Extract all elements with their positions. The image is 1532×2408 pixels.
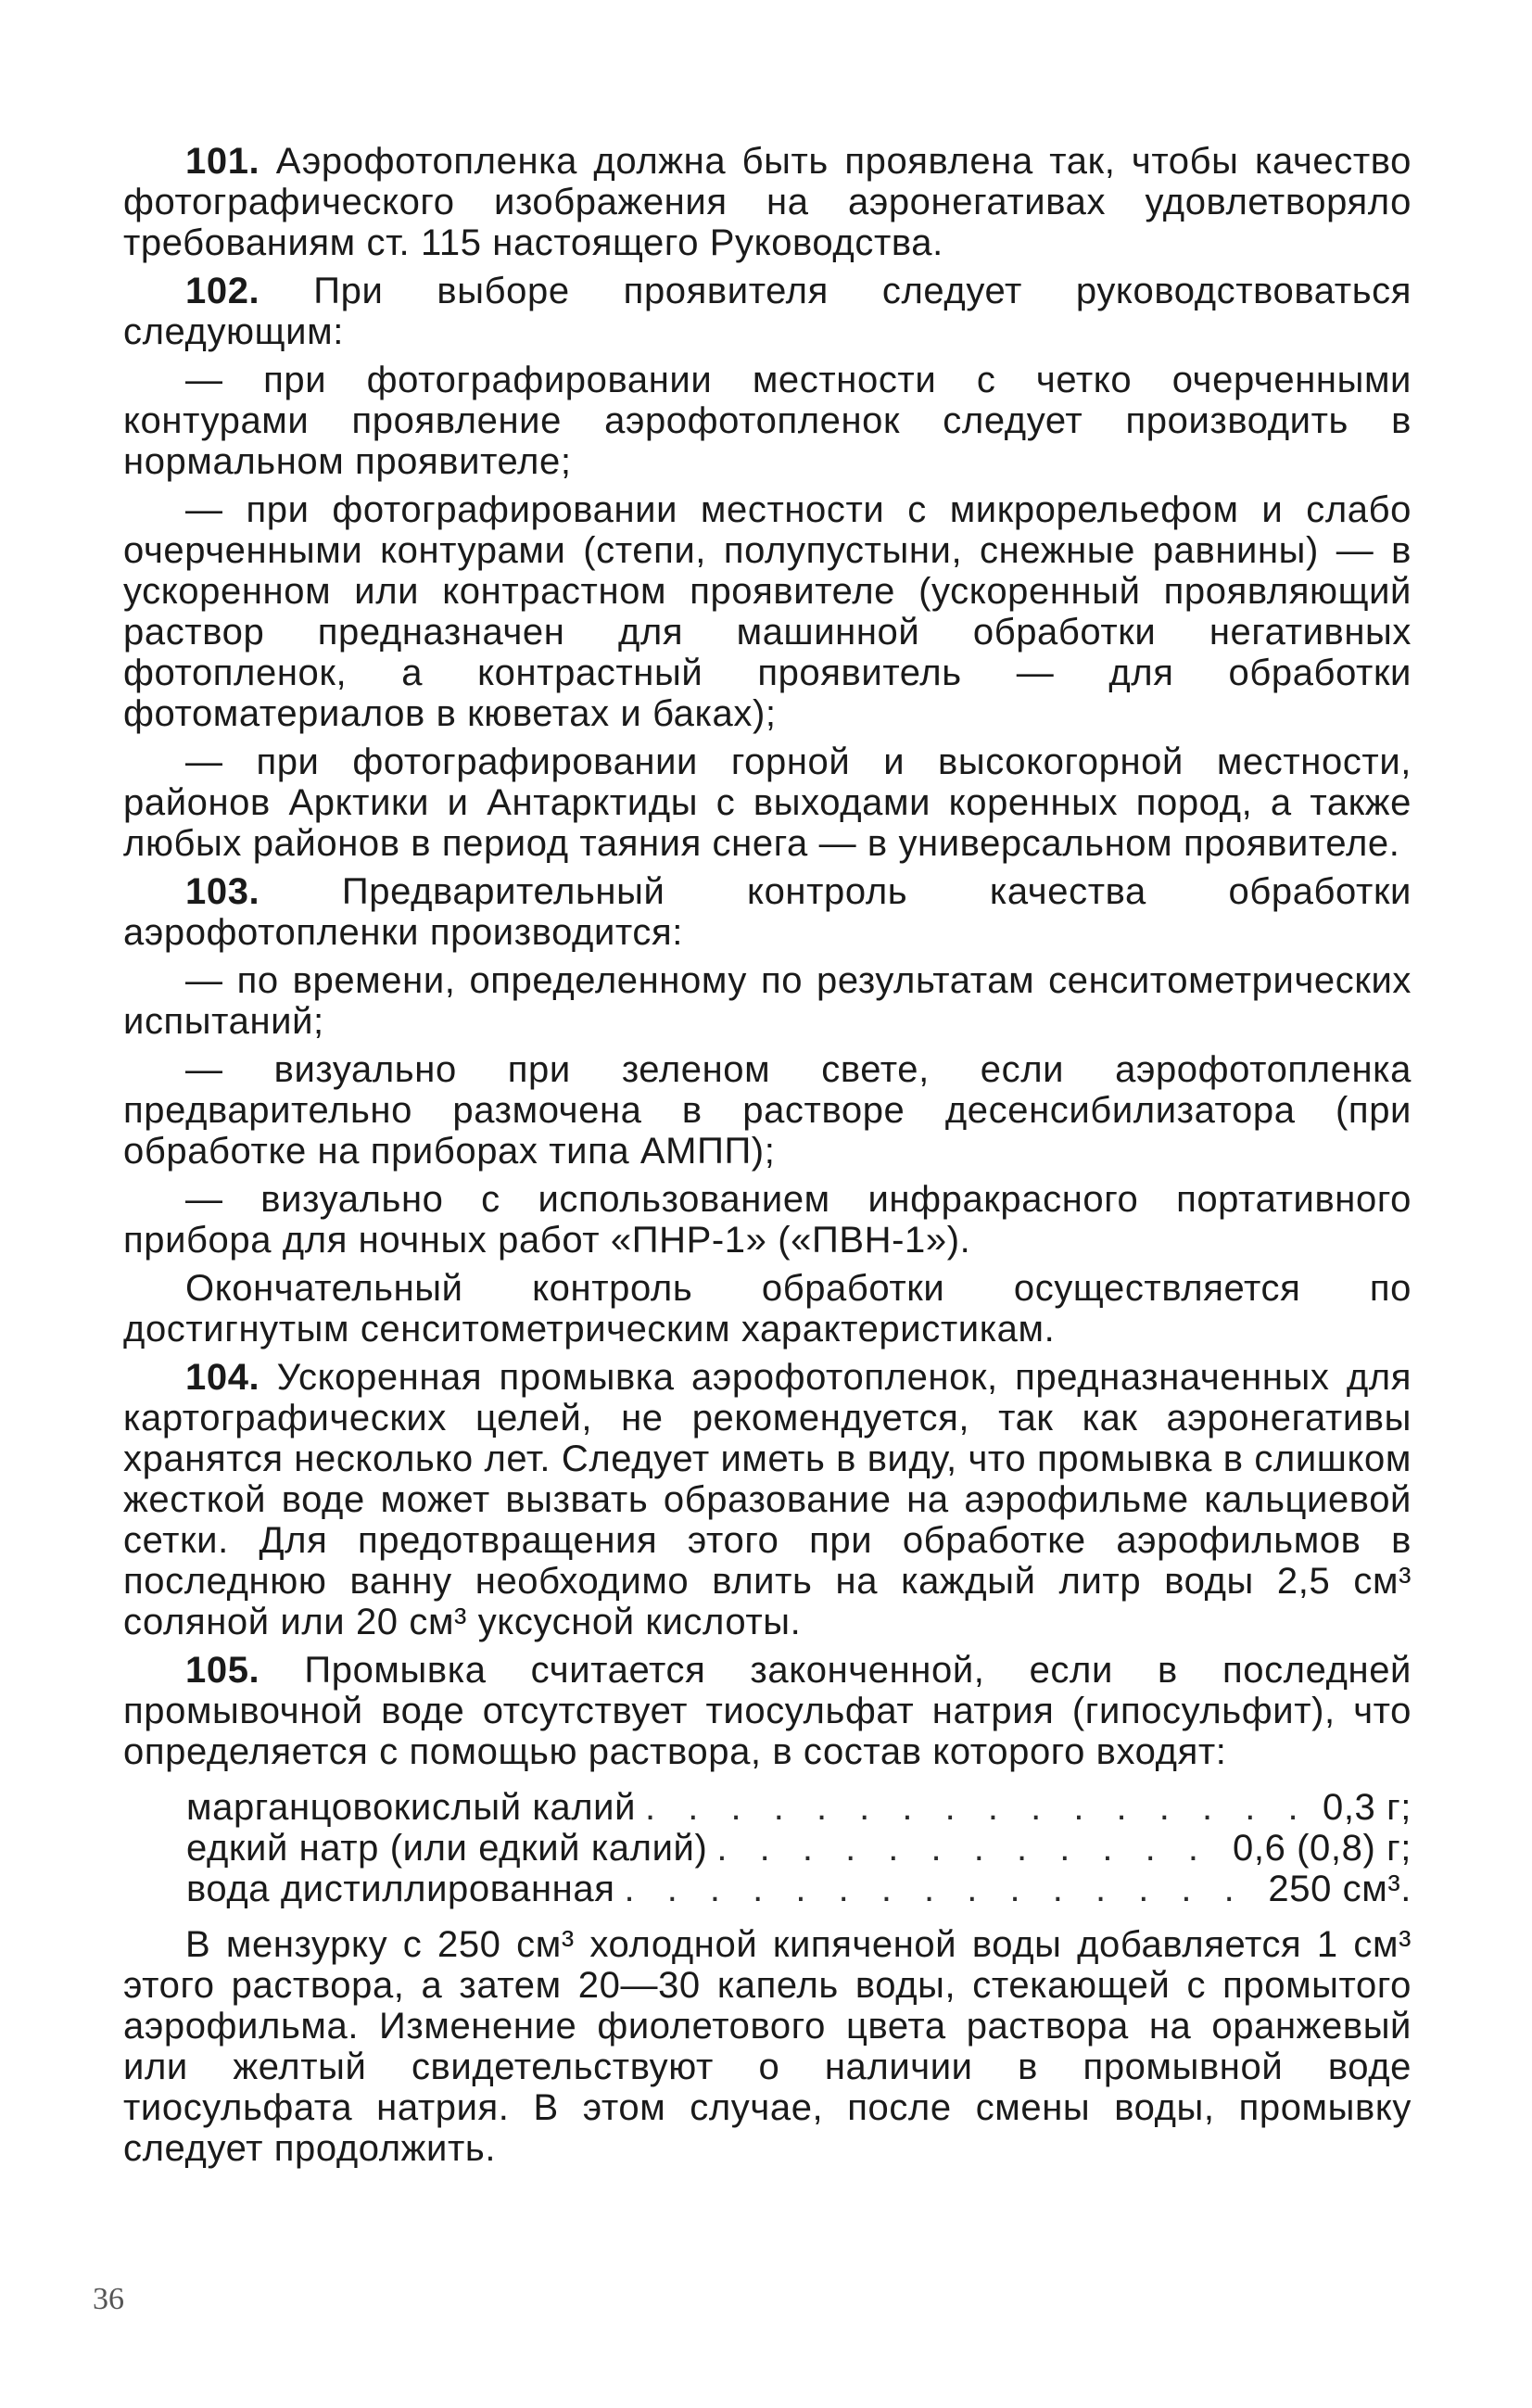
dot-leader <box>716 1828 1223 1869</box>
final-control-paragraph <box>123 1268 1412 1350</box>
paragraph-text: — при фотографировании местности с четко очерченными контурами проявление аэрофотопленок следует производить в нормальном проявителе; <box>123 360 1412 482</box>
main-text <box>123 141 1412 2176</box>
ingredient-name: вода дистиллированная <box>186 1869 615 1909</box>
solution-composition <box>186 1787 1412 1909</box>
paragraph-text: — визуально с использованием инфракрасного портативного прибора для ночных работ «ПНР-1» («ПВН-1»). <box>123 1179 1412 1261</box>
clause-number: 102. <box>185 271 260 311</box>
composition-row <box>186 1787 1412 1828</box>
paragraph-text: В мензурку с 250 см³ холодной кипяченой воды добавляется 1 см³ этого раствора, а затем 20—30 капель воды, стекающей с промытого аэрофильма. Изменение фиолетового цвета раствора на оранжевый или желтый свидетельствуют о наличии в промывной воде тиосульфата натрия. В этом случае, после смены воды, промывку следует продолжить. <box>123 1924 1412 2169</box>
list-item <box>123 360 1412 482</box>
paragraph-103 <box>123 871 1412 953</box>
clause-number: 104. <box>185 1357 260 1398</box>
paragraph-text: — при фотографировании горной и высокогорной местности, районов Арктики и Антарктиды с выходами коренных пород, а также любых районов в период таяния снега — в универсальном проявителе. <box>123 741 1412 864</box>
paragraph-text: Ускоренная промывка аэрофотопленок, предназначенных для картографических целей, не рекомендуется, так как аэронегативы хранятся несколько лет. Следует иметь в виду, что промывка в слишком жесткой воде может вызвать образование на аэрофильме кальциевой сетки. Для предотвращения этого при обработке аэрофильмов в последнюю ванну необходимо влить на каждый литр воды 2,5 см³ соляной или 20 см³ уксусной кислоты. <box>123 1357 1412 1642</box>
paragraph-text: Промывка считается законченной, если в последней промывочной воде отсутствует тиосульфат натрия (гипосульфит), что определяется с помощью раствора, в состав которого входят: <box>123 1650 1412 1772</box>
paragraph-101 <box>123 141 1412 263</box>
paragraph-102 <box>123 271 1412 352</box>
paragraph-text: При выборе проявителя следует руководствоваться следующим: <box>123 271 1412 352</box>
clause-number: 101. <box>185 141 260 182</box>
paragraph-text: — по времени, определенному по результатам сенситометрических испытаний; <box>123 960 1412 1042</box>
paragraph-text: Окончательный контроль обработки осуществляется по достигнутым сенситометрическим характеристикам. <box>123 1268 1412 1350</box>
list-item <box>123 741 1412 864</box>
paragraph-text: Предварительный контроль качества обработки аэрофотопленки производится: <box>123 871 1412 953</box>
paragraph-text: — при фотографировании местности с микрорельефом и слабо очерченными контурами (степи, полупустыни, снежные равнины) — в ускоренном или контрастном проявителе (ускоренный проявляющий раствор предназначен для машинной обработки негативных фотопленок, а контрастный проявитель — для обработки фотоматериалов в кюветах и баках); <box>123 489 1412 734</box>
page-number: 36 <box>93 2282 124 2316</box>
ingredient-amount: 250 см³. <box>1268 1869 1412 1909</box>
clause-number: 103. <box>185 871 260 912</box>
list-item <box>123 489 1412 734</box>
clause-number: 105. <box>185 1650 260 1691</box>
paragraph-105 <box>123 1650 1412 1772</box>
test-procedure-paragraph <box>123 1924 1412 2169</box>
dot-leader <box>624 1869 1259 1909</box>
list-item <box>123 960 1412 1042</box>
paragraph-text: Аэрофотопленка должна быть проявлена так, чтобы качество фотографического изображения на аэронегативах удовлетворяло требованиям ст. 115 настоящего Руководства. <box>123 141 1412 263</box>
dot-leader <box>645 1787 1313 1828</box>
composition-row <box>186 1869 1412 1909</box>
ingredient-amount: 0,3 г; <box>1322 1787 1412 1828</box>
ingredient-amount: 0,6 (0,8) г; <box>1233 1828 1412 1869</box>
paragraph-104 <box>123 1357 1412 1642</box>
ingredient-name: едкий натр (или едкий калий) <box>186 1828 708 1869</box>
list-item <box>123 1179 1412 1261</box>
list-item <box>123 1049 1412 1172</box>
ingredient-name: марганцовокислый калий <box>186 1787 637 1828</box>
paragraph-text: — визуально при зеленом свете, если аэрофотопленка предварительно размочена в растворе десенсибилизатора (при обработке на приборах типа АМПП); <box>123 1049 1412 1172</box>
composition-row <box>186 1828 1412 1869</box>
